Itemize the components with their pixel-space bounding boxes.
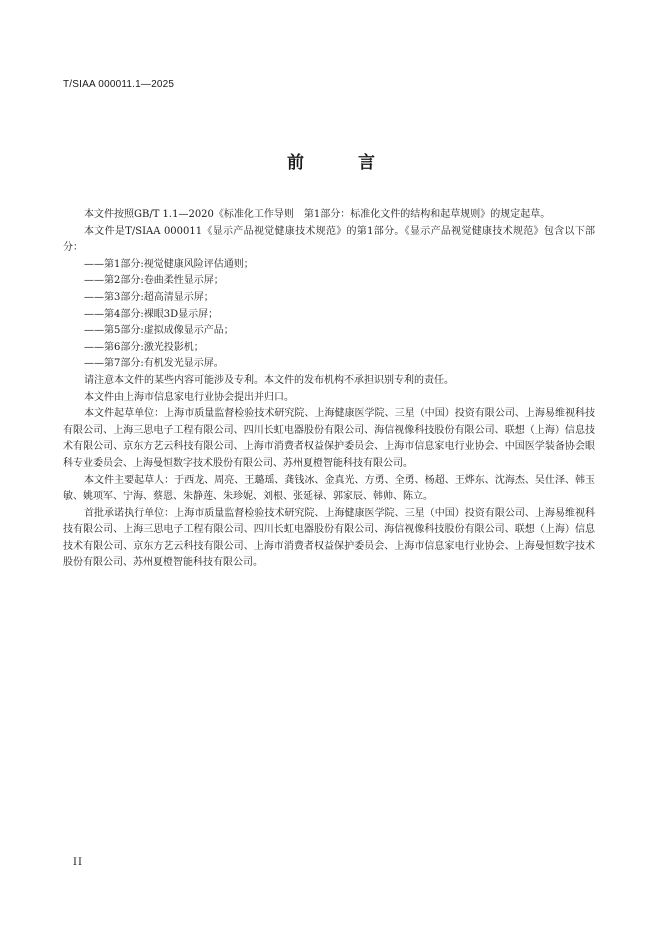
document-code: T/SIAA 000011.1—2025 bbox=[63, 79, 175, 90]
paragraph-series-intro: 本文件是T/SIAA 000011《显示产品视觉健康技术规范》的第1部分。《显示产品视觉健康技术规范》包含以下部分： bbox=[63, 225, 595, 254]
paragraph-drafting-units: 本文件起草单位：上海市质量监督检验技术研究院、上海健康医学院、三星（中国）投资有限公司、上海易维视科技有限公司、上海三思电子工程有限公司、四川长虹电器股份有限公司、海信视像科技股份有限公司、联想（上海）信息技术有限公司、京东方艺云科技有限公司、上海市消费者权益保护委员会、上海市信息家电行业协会、中国医学装备协会眼科专业委员会、上海曼恒数字技术股份有限公司、苏州夏橙智能科技有限公司。 bbox=[63, 408, 595, 469]
list-item-part5: ——第5部分:虚拟成像显示产品； bbox=[84, 325, 234, 337]
list-item-part1: ——第1部分:视觉健康风险评估通则； bbox=[84, 258, 254, 270]
paragraph-patent-notice: 请注意本文件的某些内容可能涉及专利。本文件的发布机构不承担识别专利的责任。 bbox=[84, 374, 454, 386]
paragraph-standard-basis: 本文件按照GB/T 1.1—2020《标准化工作导则 第1部分：标准化文件的结构和起草规则》的规定起草。 bbox=[84, 209, 551, 220]
paragraph-first-adopters: 首批承诺执行单位：上海市质量监督检验技术研究院、上海健康医学院、三星（中国）投资有限公司、上海易维视科技有限公司、上海三思电子工程有限公司、四川长虹电器股份有限公司、海信视像科技股份有限公司、联想（上海）信息技术有限公司、京东方艺云科技有限公司、上海市消费者权益保护委员会、上海市信息家电行业协会、上海曼恒数字技术股份有限公司、苏州夏橙智能科技有限公司。 bbox=[63, 507, 595, 569]
list-item-part6: ——第6部分:激光投影机； bbox=[84, 341, 204, 353]
paragraph-drafters: 本文件主要起草人：于西龙、周亮、王璐瑶、龚钱冰、金真光、方勇、全勇、杨超、王烨东、沈海杰、吴仕泽、韩玉敏、姚项军、宁海、蔡恩、朱静莲、朱珍妮、刘根、张延禄、郭家辰、韩帅、陈立。 bbox=[63, 474, 595, 503]
foreword-body bbox=[63, 207, 595, 572]
list-item-part2: ——第2部分:卷曲柔性显示屏； bbox=[84, 275, 224, 287]
paragraph-proposer: 本文件由上海市信息家电行业协会提出并归口。 bbox=[84, 391, 294, 403]
page-title: 前 言 bbox=[287, 153, 399, 173]
list-item-part4: ——第4部分:裸眼3D显示屏； bbox=[84, 308, 219, 320]
list-item-part7: ——第7部分:有机发光显示屏。 bbox=[84, 358, 224, 370]
page-number: II bbox=[73, 857, 83, 868]
list-item-part3: ——第3部分:超高清显示屏； bbox=[84, 291, 214, 303]
